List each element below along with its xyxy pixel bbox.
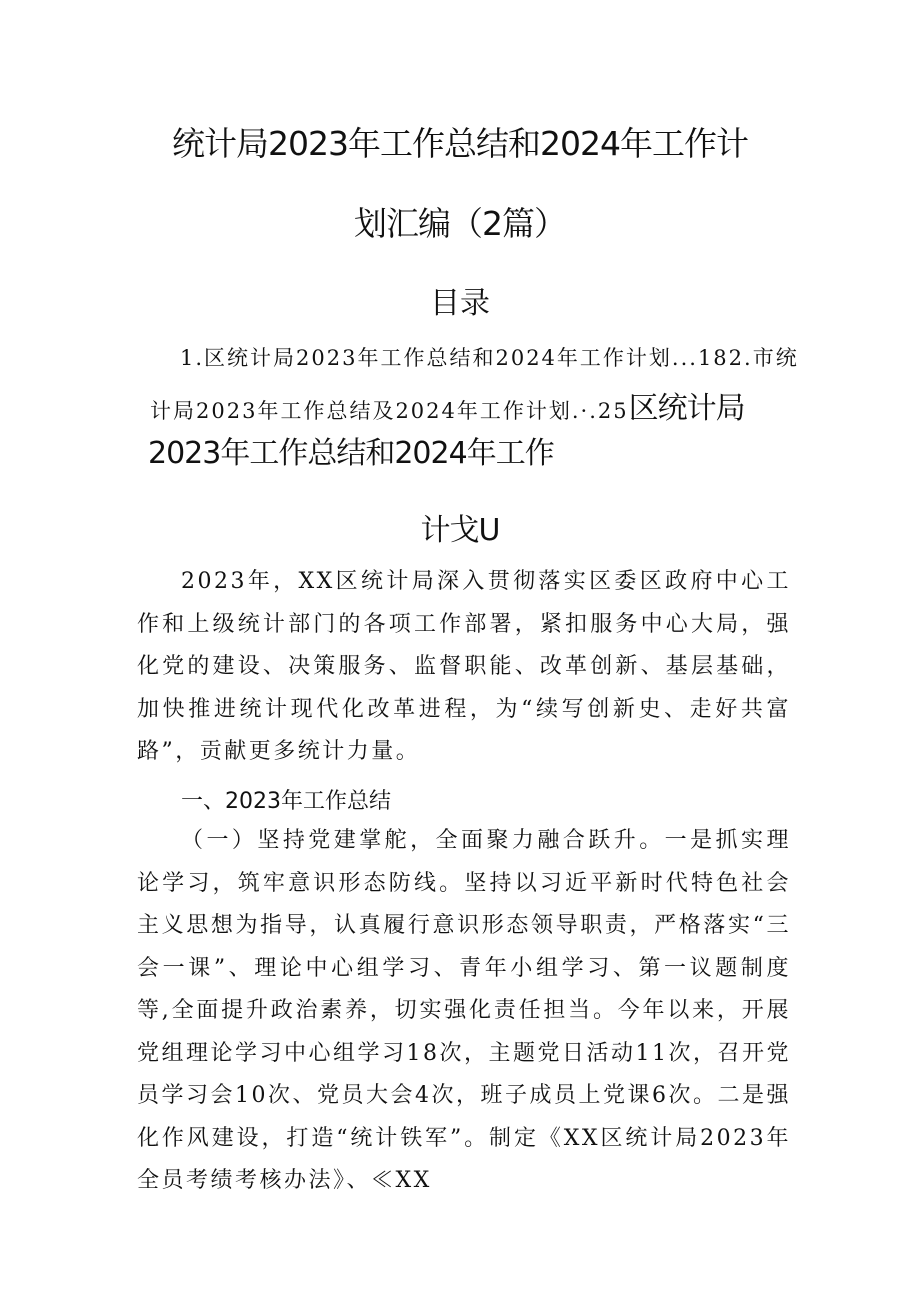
intro-paragraph: 2023年，XX区统计局深入贯彻落实区委区政府中心工作和上级统计部门的各项工作部署，紧扣服务中心大局，强化党的建设、决策服务、监督职能、改革创新、基层基础，加快推进统计现代化改革进程，为“续写创新史、走好共富路”，贡献更多统计力量。: [137, 569, 791, 764]
toc-heading: 目录: [430, 286, 490, 321]
document-title-line-2: 划汇编（2篇）: [354, 204, 566, 243]
toc-line-1: 1.区统计局2023年工作总结和2024年工作计划...182.市统: [180, 346, 799, 370]
toc-line-2: [150, 383, 745, 427]
document-title-line-1: 统计局2023年工作总结和2024年工作计: [172, 124, 748, 163]
section-heading: 一、2023年工作总结: [181, 789, 391, 814]
article-title-line-2: 计戈U: [420, 513, 500, 548]
article-title-line-1: 2023年工作总结和2024年工作: [148, 436, 554, 471]
section-paragraph: （一）坚持党建掌舵，全面聚力融合跃升。一是抓实理论学习，筑牢意识形态防线。坚持以习近平新时代特色社会主义思想为指导，认真履行意识形态领导职责，严格落实“三会一课”、理论中心组学习、青年小组学习、第一议题制度等,全面提升政治素养，切实强化责任担当。今年以来，开展党组理论学习中心组学习18次，主题党日活动11次，召开党员学习会10次、党员大会4次，班子成员上党课6次。二是强化作风建设，打造“统计铁军”。制定《XX区统计局2023年全员考绩考核办法》、≪XX: [137, 828, 791, 1193]
article-title-start: 区统计局: [628, 391, 745, 426]
toc-line-2-text: 计局2023年工作总结及2024年工作计划.·.25: [150, 399, 629, 423]
